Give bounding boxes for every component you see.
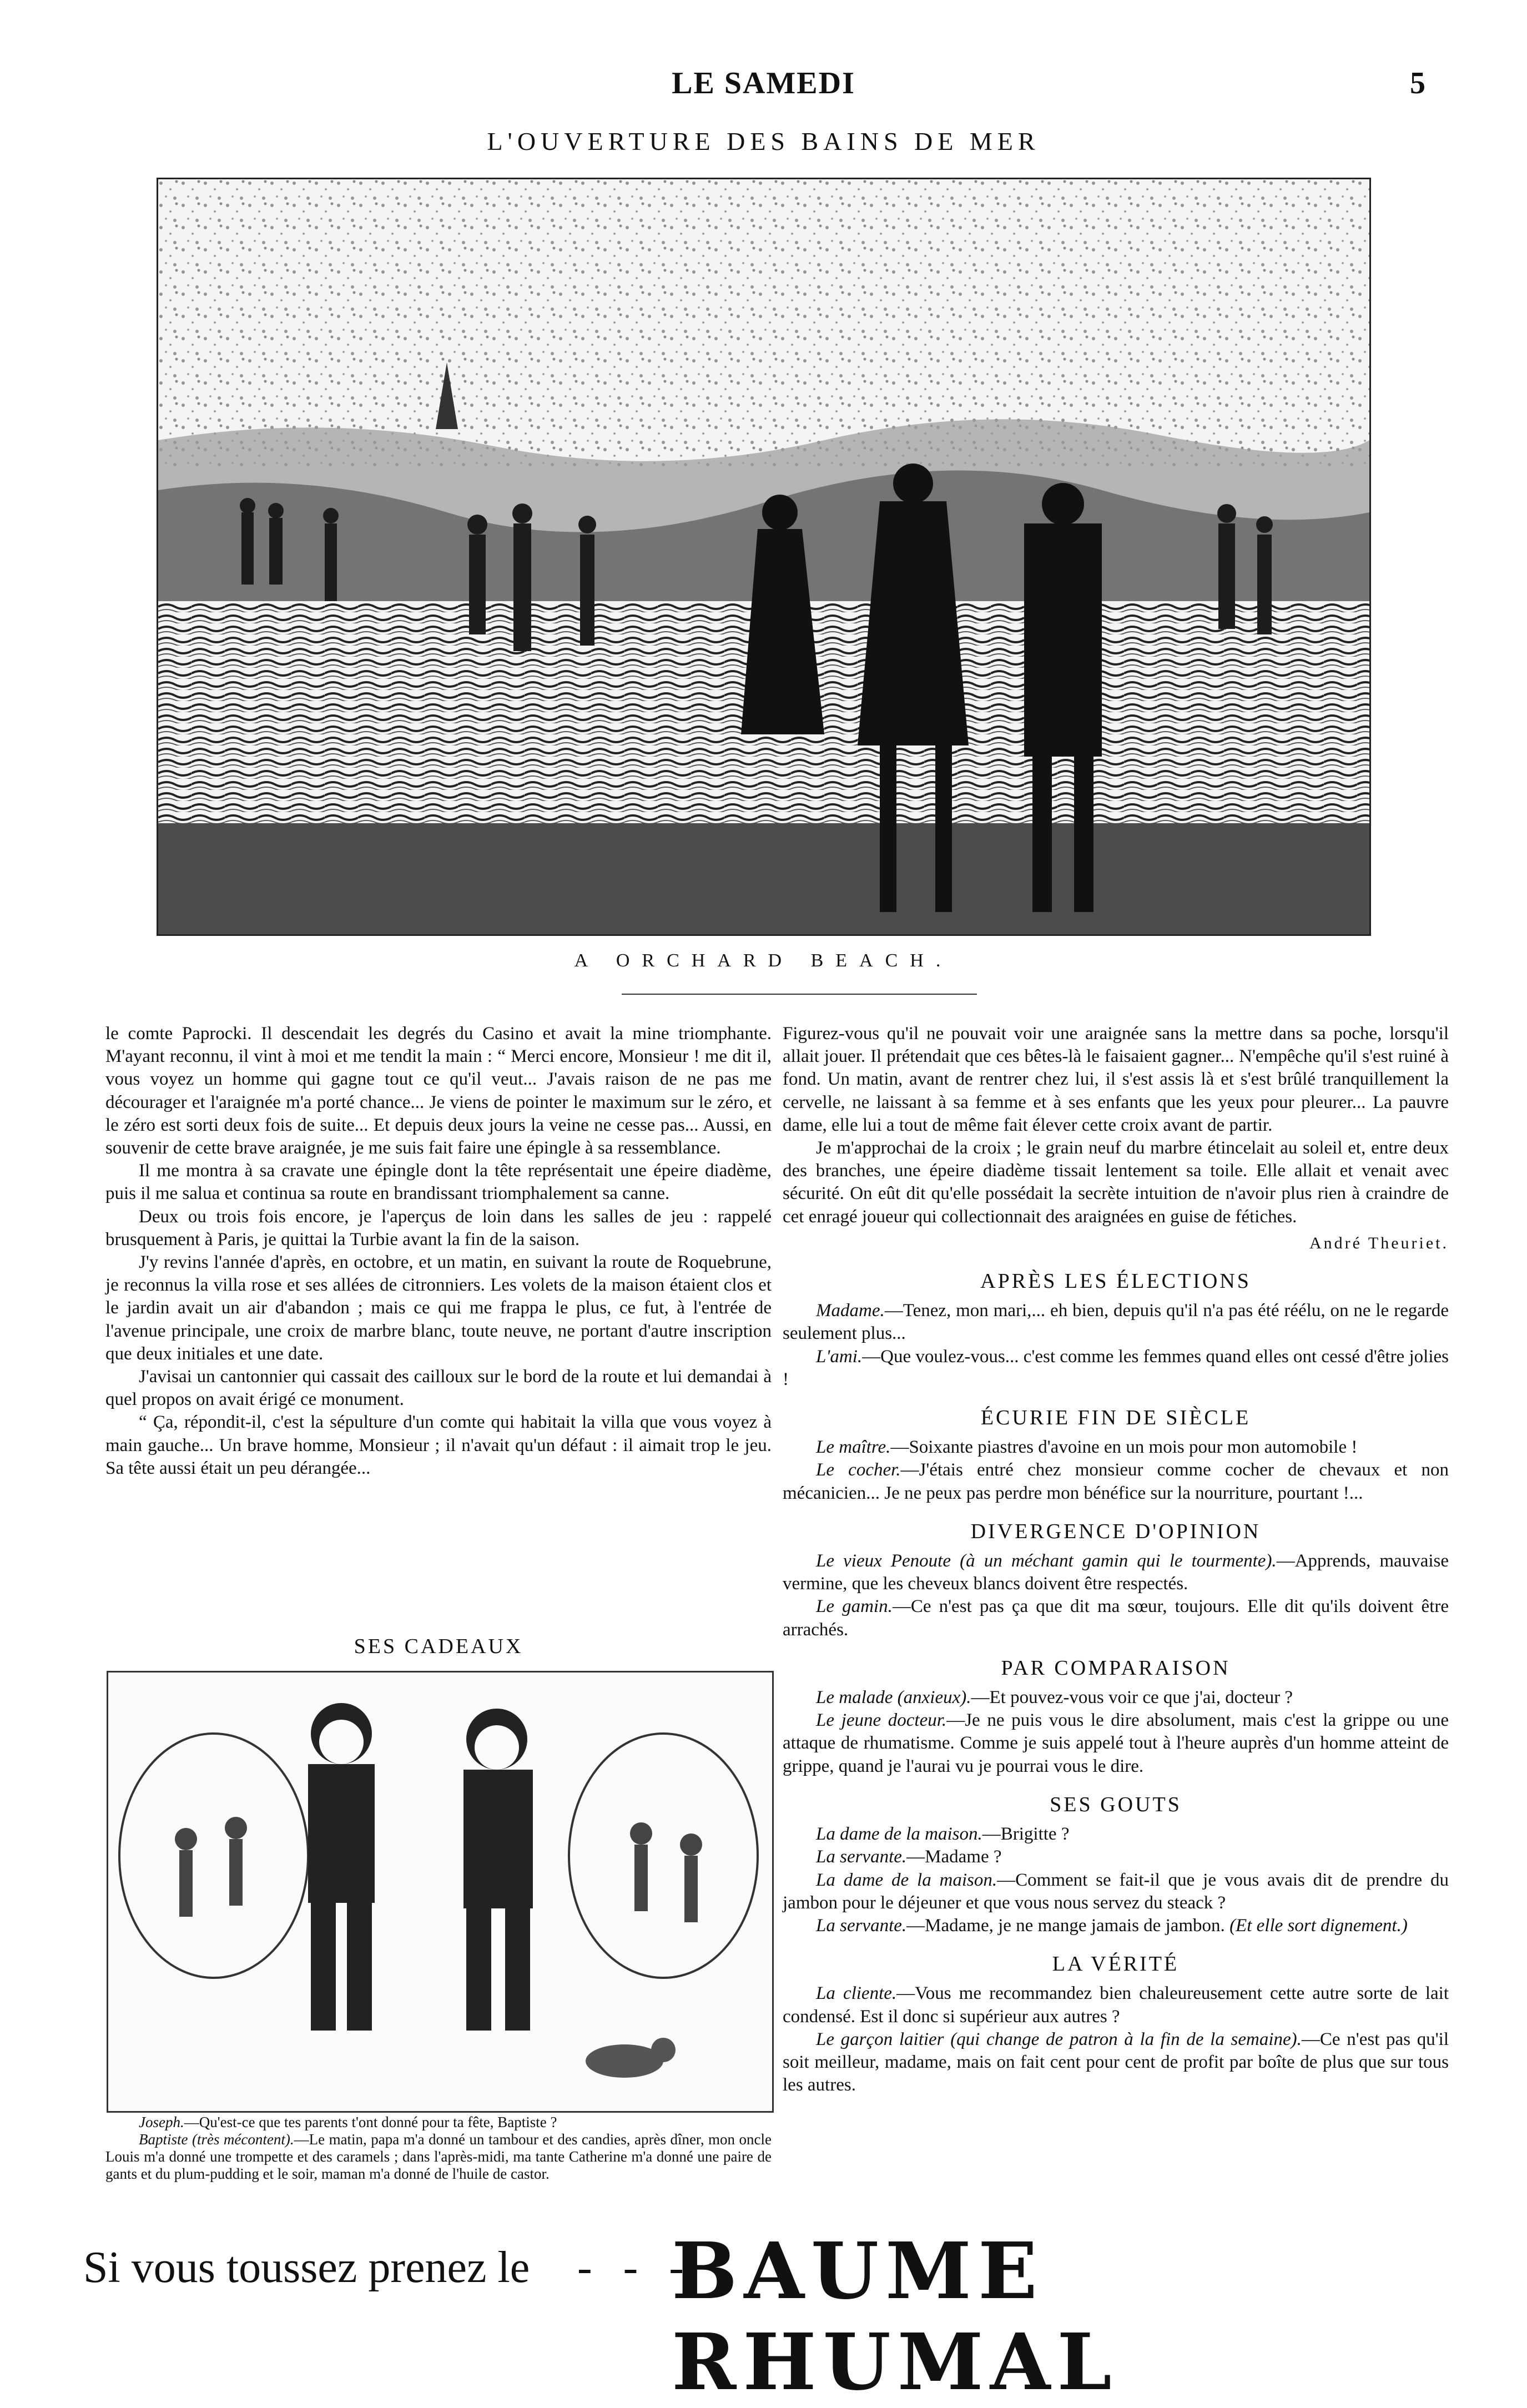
dialogue-line [783, 1595, 1449, 1641]
line-text: —Le matin, papa m'a donné un tambour et des candies, après dîner, mon oncle Louis m'a donné une trompette et des caramels ; dans l'après-midi, ma tante Catherine m'a donné une paire de gants et du plum-pudding et le soir, maman m'a donné de l'huile de castor. [105, 2131, 772, 2182]
dialogue-line [783, 1459, 1449, 1504]
advertisement-banner [83, 2226, 1449, 2408]
section-heading: DIVERGENCE D'OPINION [970, 1519, 1261, 1543]
masthead-title: LE SAMEDI [672, 66, 855, 100]
story-paragraph: Il me montra à sa cravate une épingle dont la tête représentait une épeire diadème, puis il me salua et continua sa route en brandissant triomphalement sa canne. [105, 1161, 772, 1204]
speaker: Le garçon laitier (qui change de patron à la fin de la semaine). [816, 2029, 1302, 2049]
section-heading: PAR COMPARAISON [1001, 1656, 1231, 1680]
caption-divider [622, 994, 977, 995]
line-text: —Soixante piastres d'avoine en un mois pour mon automobile ! [890, 1437, 1358, 1458]
dialogue-line [783, 1346, 1449, 1391]
beach-engraving [157, 178, 1371, 936]
advert-brand-name: BAUME RHUMAL [672, 2226, 1118, 2408]
speaker: La servante. [816, 1915, 907, 1936]
dialogue-line [783, 1846, 1449, 1868]
engraving-caption: A ORCHARD BEACH. [574, 950, 953, 971]
cadeaux-dialogue [105, 2114, 772, 2183]
speaker: Le malade (anxieux). [816, 1687, 971, 1708]
story-paragraph: J'y revins l'année d'après, en octobre, et un matin, en suivant la route de Roquebrune, je reconnus la villa rose et ses allées de citronniers. Les volets de la maison étaient clos et le jardin avait un air d'abandon ; mais ce qui me frappa le plus, ce fut, à l'entrée de l'avenue principale, une croix de marbre blanc, toute neuve, ne portant d'autre inscription que deux initiales et une date. [105, 1252, 772, 1364]
dialogue-line [783, 1823, 1449, 1846]
speaker: La dame de la maison. [816, 1824, 982, 1845]
illustration-title: L'OUVERTURE DES BAINS DE MER [487, 127, 1040, 155]
story-paragraph: J'avisai un cantonnier qui cassait des cailloux sur le bord de la route et lui demandai à quel propos on avait érigé ce monument. [105, 1367, 772, 1410]
engraving-illustration [158, 179, 1369, 934]
line-text: —Tenez, mon mari,... eh bien, depuis qu'il n'a pas été réélu, on ne le regarde seulement plus... [783, 1301, 1449, 1344]
speaker: La dame de la maison. [816, 1870, 997, 1890]
cartoon-illustration [108, 1672, 772, 2111]
speaker: Joseph. [139, 2114, 184, 2130]
dialogue-line [783, 1299, 1449, 1345]
story-paragraph: Je m'approchai de la croix ; le grain neuf du marbre étincelait au soleil et, entre deux des branches, une épeire diadème tissait lentement sa toile. Elle allait et venait avec sécurité. On eût dit qu'elle possédait la secrète intuition de n'avoir plus rien à craindre de cet enragé joueur qui collectionnait des araignées en guise de fétiches. [783, 1138, 1449, 1227]
line-text: —Qu'est-ce que tes parents t'ont donné pour ta fête, Baptiste ? [184, 2114, 557, 2130]
dialogue-line [105, 2114, 772, 2131]
section-heading: SES GOUTS [1050, 1792, 1182, 1816]
line-text: —Apprends, mauvaise vermine, que les cheveux blancs doivent être respectés. [783, 1551, 1449, 1594]
line-text: —Que voulez-vous... c'est comme les femmes quand elles ont cessé d'être jolies ! [783, 1346, 1449, 1389]
dialogue-line [783, 1550, 1449, 1595]
cadeaux-heading: SES CADEAUX [354, 1635, 523, 1658]
advert-lead-text: Si vous toussez prenez le [83, 2243, 530, 2292]
section-heading: APRÈS LES ÉLECTIONS [980, 1270, 1251, 1293]
speaker: Madame. [816, 1301, 885, 1321]
story-paragraph: Deux ou trois fois encore, je l'aperçus de loin dans les salles de jeu : rappelé brusquement à Paris, je quittai la Turbie avant la fin de la saison. [105, 1206, 772, 1250]
speaker: L'ami. [816, 1346, 863, 1367]
line-text: —Et pouvez-vous voir ce que j'ai, docteur ? [971, 1687, 1293, 1708]
dialogue-line [783, 1686, 1449, 1709]
dialogue-line [783, 1869, 1449, 1915]
speaker: La cliente. [816, 1983, 897, 2004]
line-text: —Ce n'est pas ça que dit ma sœur, toujours. Elle dit qu'ils doivent être arrachés. [783, 1596, 1449, 1640]
line-text: —Comment se fait-il que je vous avais dit de prendre du jambon pour le déjeuner et que vous nous servez du steack ? [783, 1870, 1449, 1913]
right-column [783, 1022, 1449, 2097]
speaker: Le vieux Penoute (à un méchant gamin qui le tourmente). [816, 1551, 1277, 1571]
author-signature: André Theuriet. [1309, 1233, 1449, 1252]
section-heading: LA VÉRITÉ [1052, 1952, 1180, 1976]
left-column-story [105, 1022, 772, 1480]
dialogue-line [783, 1709, 1449, 1778]
dialogue-line [783, 1915, 1449, 1937]
dialogue-line [105, 2131, 772, 2183]
speaker: Le jeune docteur. [816, 1710, 947, 1731]
speaker: Le cocher. [816, 1460, 901, 1480]
dialogue-line [783, 2028, 1449, 2097]
speaker: La servante. [816, 1847, 907, 1867]
speaker: Le maître. [816, 1437, 891, 1458]
line-text: —Vous me recommandez bien chaleureusement cette autre sorte de lait condensé. Est il donc si supérieur aux autres ? [783, 1983, 1449, 2027]
line-text: —Je ne puis vous le dire absolument, mais c'est la grippe ou une attaque de rhumatisme. Comme je suis appelé tout à l'heure auprès d'un homme atteint de grippe, quand je l'aurai vu je pourrai vous le dire. [783, 1710, 1449, 1776]
line-text: —Ce n'est pas qu'il soit meilleur, madame, mais on fait cent pour cent de profit par boîte de plus que sur tous les autres. [783, 2029, 1449, 2095]
page-header [0, 0, 1527, 167]
stage-direction: (Et elle sort dignement.) [1229, 1915, 1408, 1936]
line-text: —J'étais entré chez monsieur comme cocher de chevaux et non mécanicien... Je ne peux pas perdre mon bénéfice sur la nourriture, pourtant !... [783, 1460, 1449, 1503]
story-paragraph: “ Ça, répondit-il, c'est la sépulture d'un comte qui habitait la villa que vous voyez à main gauche... Un brave homme, Monsieur ; il n'avait qu'un défaut : il aimait trop le jeu. Sa tête aussi était un peu dérangée... [105, 1412, 772, 1478]
line-text: —Madame ? [906, 1847, 1002, 1867]
section-heading: ÉCURIE FIN DE SIÈCLE [980, 1406, 1251, 1430]
speaker: Le gamin. [816, 1596, 893, 1617]
line-text: —Madame, je ne mange jamais de jambon. [906, 1915, 1225, 1936]
story-paragraph: le comte Paprocki. Il descendait les degrés du Casino et avait la mine triomphante. M'ayant reconnu, il vint à moi et me tendit la main : “ Merci encore, Monsieur ! me dit il, vous voyez un homme qui gagne tout ce qu'il veut... J'avais raison de ne pas me décourager et l'araignée m'a porté chance... Je viens de pointer le maximum sur le zéro, et le zéro est sorti deux fois de suite... Et depuis deux jours la veine ne cesse pas... Aussi, en souvenir de cette brave araignée, je me suis fait faire une épingle à sa ressemblance. [105, 1024, 772, 1158]
cadeaux-cartoon [107, 1671, 774, 2113]
line-text: —Brigitte ? [982, 1824, 1070, 1845]
dialogue-line [783, 1982, 1449, 2028]
speaker: Baptiste (très mécontent). [139, 2131, 294, 2148]
dialogue-line [783, 1436, 1449, 1459]
story-paragraph: Figurez-vous qu'il ne pouvait voir une araignée sans la mettre dans sa poche, lorsqu'il allait jouer. Il prétendait que ces bêtes-là le faisaient gagner... N'empêche qu'il s'est ruiné à fond. Un matin, avant de rentrer chez lui, il s'est assis là et s'est brûlé tranquillement la cervelle, ne laissant à sa femme et à ses enfants que les yeux pour pleurer... La pauvre dame, elle lui a tout de même fait élever cette croix avant de partir. [783, 1024, 1449, 1135]
page-number: 5 [1410, 66, 1425, 100]
advert-dots: - - - [577, 2243, 694, 2292]
